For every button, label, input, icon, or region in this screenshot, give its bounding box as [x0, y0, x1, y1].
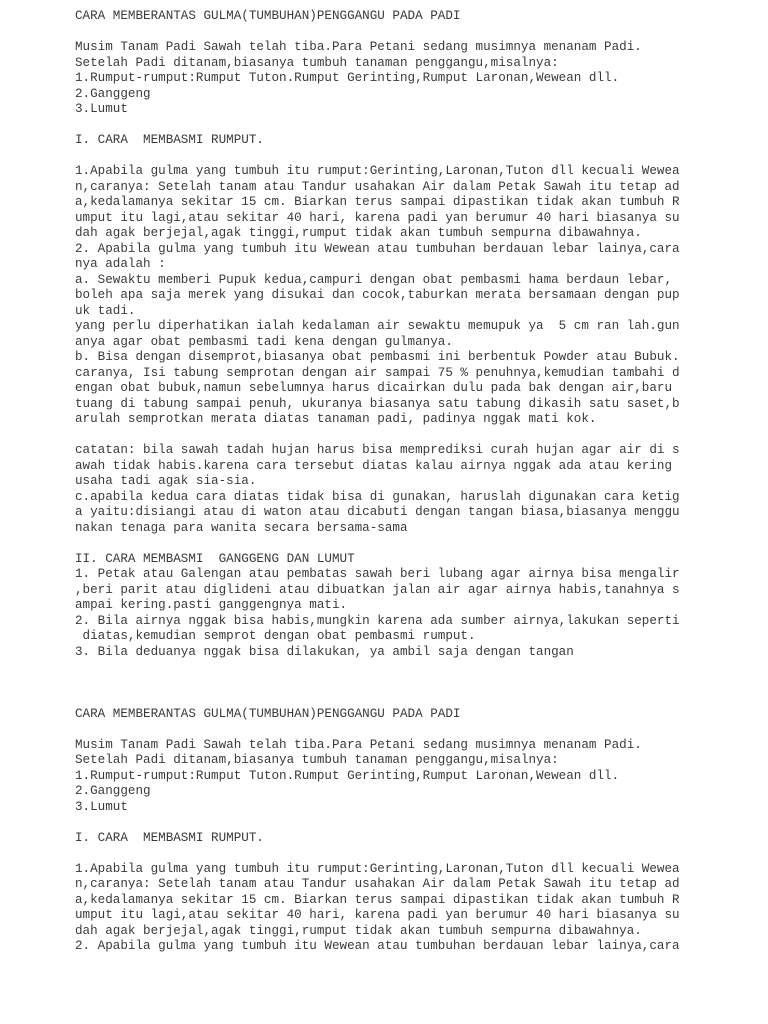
section-body-ganggeng — [75, 567, 755, 660]
text-line: n,caranya: Setelah tanam atau Tandur usahakan Air dalam Petak Sawah itu tetap ad — [75, 179, 680, 194]
document-title-repeat — [75, 707, 755, 723]
text-line: usaha tadi agak sia-sia. — [75, 474, 257, 488]
text-line: dah agak berjejal,agak tinggi,rumput tidak akan tumbuh sempurna dibawahnya. — [75, 226, 642, 240]
text-line: arulah semprotkan merata diatas tanaman padi, padinya nggak mati kok. — [75, 412, 597, 426]
text-line: dah agak berjejal,agak tinggi,rumput tidak akan tumbuh sempurna dibawahnya. — [75, 923, 642, 938]
text-line: nya adalah : — [75, 257, 166, 271]
text-line: umput itu lagi,atau sekitar 40 hari, karena padi yan berumur 40 hari biasanya su — [75, 908, 680, 922]
document-title — [75, 9, 755, 25]
text-line: tuang di tabung sampai penuh, ukuranya biasanya satu tabung dikasih satu saset,b — [75, 396, 680, 411]
title-line: CARA MEMBERANTAS GULMA(TUMBUHAN)PENGGANGU PADA PADI — [75, 9, 461, 23]
text-line: ampai kering.pasti ganggengnya mati. — [75, 598, 348, 612]
text-line: a. Sewaktu memberi Pupuk kedua,campuri dengan obat pembasmi hama berdaun lebar, — [75, 272, 673, 287]
intro-paragraph-repeat — [75, 738, 755, 816]
text-line: a,kedalamanya sekitar 15 cm. Biarkan terus sampai dipastikan tidak akan tumbuh R — [75, 195, 680, 209]
document-page — [75, 9, 755, 955]
text-line: Musim Tanam Padi Sawah telah tiba.Para Petani sedang musimnya menanam Padi. — [75, 737, 642, 752]
text-line: 1.Apabila gulma yang tumbuh itu rumput:Gerinting,Laronan,Tuton dll kecuali Wewea — [75, 861, 680, 876]
text-line: nakan tenaga para wanita secara bersama-sama — [75, 520, 408, 535]
text-line: n,caranya: Setelah tanam atau Tandur usahakan Air dalam Petak Sawah itu tetap ad — [75, 877, 680, 891]
text-line: 2. Apabila gulma yang tumbuh itu Wewean atau tumbuhan berdauan lebar lainya,cara — [75, 939, 680, 953]
section-heading-ganggeng — [75, 552, 755, 568]
text-line: awah tidak habis.karena cara tersebut diatas kalau airnya nggak ada atau kering — [75, 458, 673, 473]
text-line: 1.Apabila gulma yang tumbuh itu rumput:Gerinting,Laronan,Tuton dll kecuali Wewea — [75, 164, 680, 178]
section-body-rumput-repeat — [75, 862, 755, 955]
text-line: 3. Bila deduanya nggak bisa dilakukan, ya ambil saja dengan tangan — [75, 644, 574, 659]
text-line: a,kedalamanya sekitar 15 cm. Biarkan terus sampai dipastikan tidak akan tumbuh R — [75, 892, 680, 907]
text-line: 1. Petak atau Galengan atau pembatas sawah beri lubang agar airnya bisa mengalir — [75, 567, 680, 581]
heading-line: I. CARA MEMBASMI RUMPUT. — [75, 830, 264, 845]
text-line: catatan: bila sawah tadah hujan harus bisa memprediksi curah hujan agar air di s — [75, 443, 680, 457]
text-line: 2.Ganggeng — [75, 86, 151, 101]
text-line: b. Bisa dengan disemprot,biasanya obat pembasmi ini berbentuk Powder atau Bubuk. — [75, 350, 680, 364]
text-line: boleh apa saja merek yang disukai dan cocok,taburkan merata bersamaan dengan pup — [75, 288, 680, 302]
section-body-rumput — [75, 164, 755, 428]
text-line: c.apabila kedua cara diatas tidak bisa di gunakan, haruslah digunakan cara ketig — [75, 489, 680, 504]
text-line: 2. Apabila gulma yang tumbuh itu Wewean atau tumbuhan berdauan lebar lainya,cara — [75, 241, 680, 256]
text-line: caranya, Isi tabung semprotan dengan air sampai 75 % penuhnya,kemudian tambahi d — [75, 365, 680, 380]
text-line: 1.Rumput-rumput:Rumput Tuton.Rumput Gerinting,Rumput Laronan,Wewean dll. — [75, 71, 620, 85]
title-line: CARA MEMBERANTAS GULMA(TUMBUHAN)PENGGANGU PADA PADI — [75, 706, 461, 721]
text-line: a yaitu:disiangi atau di waton atau dicabuti dengan tangan biasa,biasanya menggu — [75, 505, 680, 519]
text-line: 3.Lumut — [75, 799, 128, 814]
text-line: 3.Lumut — [75, 102, 128, 116]
text-line: uk tadi. — [75, 303, 136, 318]
text-line: Setelah Padi ditanam,biasanya tumbuh tanaman penggangu,misalnya: — [75, 753, 559, 767]
text-line: engan obat bubuk,namun sebelumnya harus dicairkan dulu pada bak dengan air,baru — [75, 381, 673, 395]
heading-line: II. CARA MEMBASMI GANGGENG DAN LUMUT — [75, 551, 355, 566]
intro-paragraph — [75, 40, 755, 118]
text-line: 1.Rumput-rumput:Rumput Tuton.Rumput Gerinting,Rumput Laronan,Wewean dll. — [75, 768, 620, 783]
text-line: diatas,kemudian semprot dengan obat pembasmi rumput. — [75, 629, 476, 643]
section-heading-rumput-repeat — [75, 831, 755, 847]
text-line: Setelah Padi ditanam,biasanya tumbuh tanaman penggangu,misalnya: — [75, 55, 559, 70]
heading-line: I. CARA MEMBASMI RUMPUT. — [75, 133, 264, 147]
text-line: 2.Ganggeng — [75, 784, 151, 798]
text-line: umput itu lagi,atau sekitar 40 hari, karena padi yan berumur 40 hari biasanya su — [75, 210, 680, 225]
catatan-paragraph — [75, 443, 755, 536]
section-heading-rumput — [75, 133, 755, 149]
text-line: 2. Bila airnya nggak bisa habis,mungkin karena ada sumber airnya,lakukan seperti — [75, 613, 680, 628]
text-line: ,beri parit atau diglideni atau dibuatkan jalan air agar airnya habis,tanahnya s — [75, 582, 680, 597]
text-line: anya agar obat pembasmi tadi kena dengan gulmanya. — [75, 334, 453, 349]
text-line: Musim Tanam Padi Sawah telah tiba.Para Petani sedang musimnya menanam Padi. — [75, 40, 642, 54]
text-line: yang perlu diperhatikan ialah kedalaman air sewaktu memupuk ya 5 cm ran lah.gun — [75, 319, 680, 333]
